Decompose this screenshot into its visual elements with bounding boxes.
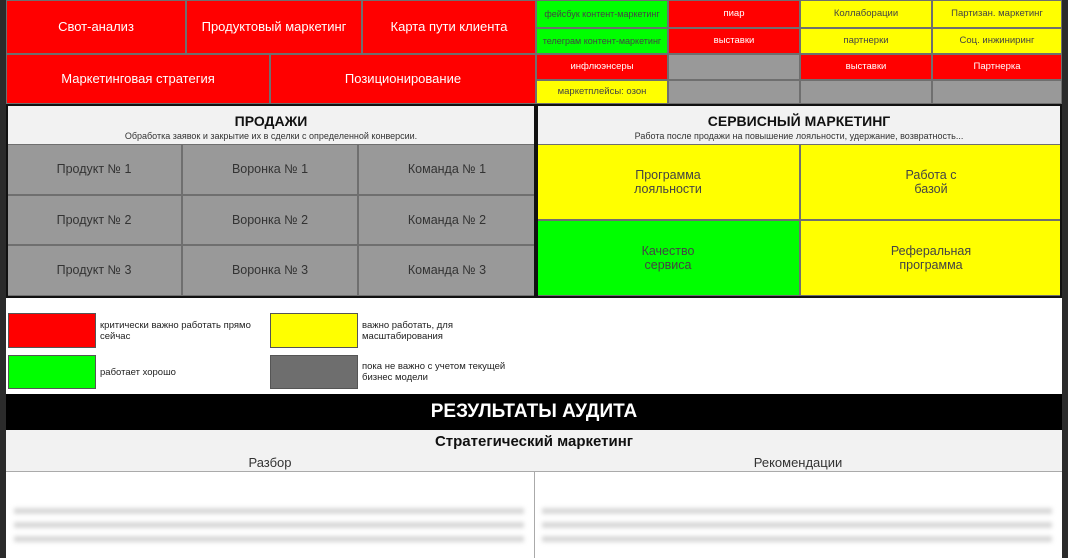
service-loyalty: Программа лояльности: [536, 144, 800, 220]
swot-cell: Свот-анализ: [6, 0, 186, 54]
sales-title: ПРОДАЖИ: [234, 113, 308, 129]
legend-swatch-green: [8, 355, 96, 389]
service-quality: Качество сервиса: [536, 220, 800, 296]
channel-exhibitions-2: выставки: [800, 54, 932, 80]
sales-team-2: Команда № 2: [358, 195, 536, 245]
legend-good: работает хорошо: [100, 367, 176, 378]
channel-influencers: инфлюэнсеры: [536, 54, 668, 80]
channel-empty-4: [932, 80, 1062, 104]
channel-empty-2: [668, 80, 800, 104]
audit-col-right: Рекомендации: [534, 454, 1062, 472]
legend-not-important: пока не важно с учетом текущей бизнес модели: [362, 361, 506, 384]
channel-guerrilla: Партизан. маркетинг: [932, 0, 1062, 28]
sales-product-1: Продукт № 1: [6, 144, 182, 195]
document-sheet: [6, 0, 1062, 558]
legend-swatch-gray: [270, 355, 358, 389]
cjm-cell: Карта пути клиента: [362, 0, 536, 54]
channel-empty-3: [800, 80, 932, 104]
sales-subtitle: Обработка заявок и закрытие их в сделки с определенной конверсии.: [124, 131, 418, 141]
channel-telegram: телеграм контент-маркетинг: [536, 28, 668, 54]
audit-left-blurred-text: [14, 508, 524, 548]
sales-team-1: Команда № 1: [358, 144, 536, 195]
service-title: СЕРВИСНЫЙ МАРКЕТИНГ: [707, 113, 891, 129]
audit-title-bar: РЕЗУЛЬТАТЫ АУДИТА: [6, 394, 1062, 430]
strategy-cell: Маркетинговая стратегия: [6, 54, 270, 104]
positioning-cell: Позиционирование: [270, 54, 536, 104]
channel-exhibitions: выставки: [668, 28, 800, 54]
audit-column-divider: [534, 472, 535, 558]
sales-funnel-1: Воронка № 1: [182, 144, 358, 195]
legend-swatch-red: [8, 313, 96, 348]
legend-important: важно работать, для масштабирования: [362, 320, 453, 343]
sales-product-2: Продукт № 2: [6, 195, 182, 245]
sales-team-3: Команда № 3: [358, 245, 536, 296]
channel-pr: пиар: [668, 0, 800, 28]
service-subtitle: Работа после продажи на повышение лояльности, удержание, возвратность...: [634, 131, 964, 141]
legend-critical: критически важно работать прямо сейчас: [100, 320, 251, 343]
legend-swatch-yellow: [270, 313, 358, 348]
service-referral: Реферальная программа: [800, 220, 1062, 296]
sales-funnel-2: Воронка № 2: [182, 195, 358, 245]
channel-social-eng: Соц. инжиниринг: [932, 28, 1062, 54]
channel-affiliate: Партнерка: [932, 54, 1062, 80]
service-frame: [534, 104, 1062, 298]
sales-frame: [6, 104, 538, 298]
channel-facebook: фейсбук контент-маркетинг: [536, 0, 668, 28]
channel-partners: партнерки: [800, 28, 932, 54]
sales-funnel-3: Воронка № 3: [182, 245, 358, 296]
product-marketing-cell: Продуктовый маркетинг: [186, 0, 362, 54]
audit-col-left: Разбор: [6, 454, 534, 472]
channel-marketplaces: маркетплейсы: озон: [536, 80, 668, 104]
service-base: Работа с базой: [800, 144, 1062, 220]
channel-collab: Коллаборации: [800, 0, 932, 28]
audit-section-title: Стратегический маркетинг: [6, 430, 1062, 454]
audit-right-blurred-text: [542, 508, 1052, 548]
channel-empty-1: [668, 54, 800, 80]
sales-product-3: Продукт № 3: [6, 245, 182, 296]
